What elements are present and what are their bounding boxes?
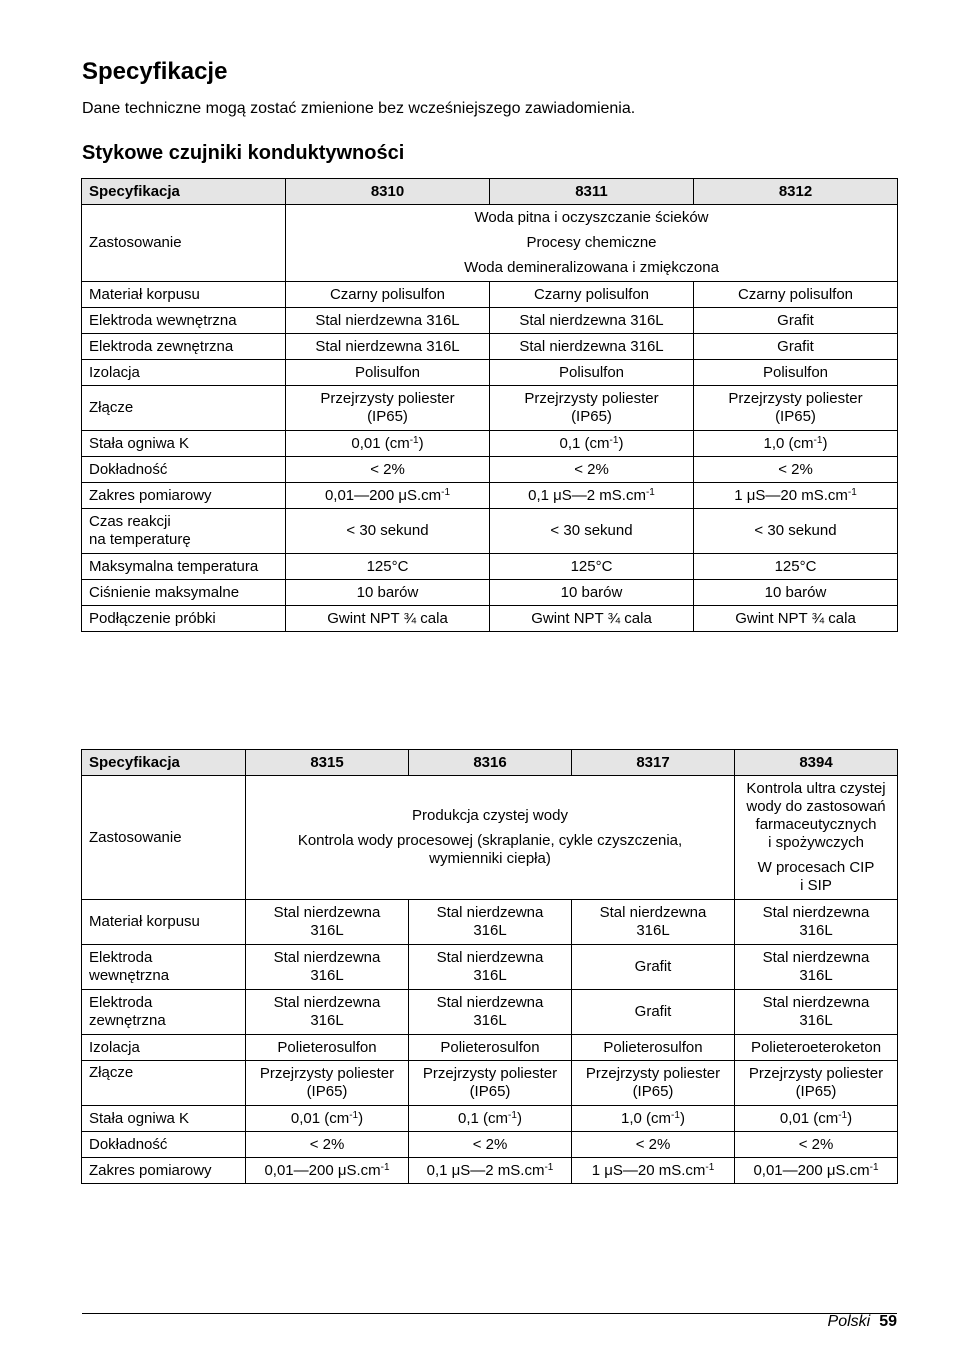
table-row (82, 990, 898, 1035)
superscript: -1 (671, 1109, 680, 1121)
cell-line: Procesy chemiczne (526, 234, 657, 251)
cell-line (742, 859, 890, 895)
row-label: Stała ogniwa K (82, 1106, 246, 1132)
table-cell (246, 900, 409, 945)
table-row (82, 308, 898, 334)
label-line: zewnętrzna (89, 1012, 166, 1029)
row-label: Dokładność (82, 1132, 246, 1158)
cell-suffix: ) (847, 1109, 853, 1127)
header-cell: 8312 (694, 179, 898, 205)
header-cell: 8315 (246, 750, 409, 776)
cell-line: 316L (310, 1012, 344, 1029)
table-cell: < 2% (246, 1132, 409, 1158)
superscript: -1 (409, 434, 419, 446)
table-row (82, 554, 898, 580)
table-cell: Czarny polisulfon (694, 282, 898, 308)
cell-line: Stal nierdzewna (273, 904, 381, 921)
cell-line-part: W procesach CIP (757, 859, 875, 876)
table-cell: Gwint NPT ¾ cala (286, 606, 490, 632)
cell-value: 0,01—200 μS.cm (753, 1161, 870, 1179)
superscript: -1 (813, 434, 823, 446)
table-cell (490, 483, 694, 509)
table-cell: < 30 sekund (286, 509, 490, 554)
row-label: Izolacja (82, 1035, 246, 1061)
table-row (82, 205, 898, 282)
cell-line: Woda pitna i oczyszczanie ścieków (474, 209, 709, 226)
intro-text: Dane techniczne mogą zostać zmienione bez wcześniejszego zawiadomienia. (82, 100, 636, 117)
cell-line-part: Kontrola ultra czystej (746, 780, 886, 797)
table-cell: Gwint NPT ¾ cala (694, 606, 898, 632)
cell-line: Stal nierdzewna (762, 904, 870, 921)
cell-suffix: ) (516, 1109, 522, 1127)
cell-line: 316L (636, 922, 670, 939)
table-row (82, 386, 898, 431)
cell-suffix: ) (679, 1109, 685, 1127)
cell-value: 0,01 (cm (779, 1109, 839, 1127)
cell-line: Przejrzysty poliester (320, 390, 455, 407)
table-cell (572, 1061, 735, 1106)
cell-line: (IP65) (571, 408, 612, 425)
table-cell: Polisulfon (694, 360, 898, 386)
table-cell (246, 776, 735, 900)
cell-suffix: ) (358, 1109, 364, 1127)
cell-line: (IP65) (469, 1083, 511, 1100)
table-row (82, 431, 898, 457)
header-cell: 8310 (286, 179, 490, 205)
row-label (82, 509, 286, 554)
table-cell (572, 1158, 735, 1184)
table-cell (286, 483, 490, 509)
page-footer (828, 1312, 897, 1332)
table-cell (286, 386, 490, 431)
table-cell: < 30 sekund (490, 509, 694, 554)
footer-divider (82, 1313, 897, 1314)
cell-line: (IP65) (367, 408, 408, 425)
table-cell: < 2% (694, 457, 898, 483)
superscript: -1 (349, 1109, 359, 1121)
row-label: Zastosowanie (82, 205, 286, 282)
cell-line: (IP65) (306, 1083, 348, 1100)
table-cell (409, 1061, 572, 1106)
cell-line: (IP65) (775, 408, 816, 425)
table-row (82, 334, 898, 360)
table-cell (490, 431, 694, 457)
cell-line: 316L (473, 967, 507, 984)
table-row (82, 606, 898, 632)
table-cell: < 30 sekund (694, 509, 898, 554)
row-label: Izolacja (82, 360, 286, 386)
table-cell: 125°C (694, 554, 898, 580)
row-label: Materiał korpusu (82, 900, 246, 945)
table-row (82, 483, 898, 509)
table-cell: 10 barów (694, 580, 898, 606)
cell-line: 316L (799, 967, 833, 984)
cell-value: 0,1 (cm (559, 434, 610, 452)
table-cell: Czarny polisulfon (490, 282, 694, 308)
cell-line: Przejrzysty poliester (259, 1065, 395, 1082)
cell-line-part: wymienniki ciepła) (429, 850, 551, 867)
superscript: -1 (441, 486, 451, 498)
table-cell: Polieterosulfon (246, 1035, 409, 1061)
header-cell: 8316 (409, 750, 572, 776)
row-label: Zastosowanie (82, 776, 246, 900)
table-cell (572, 900, 735, 945)
table-row (82, 945, 898, 990)
table-cell (490, 386, 694, 431)
page-number: 59 (879, 1313, 897, 1330)
table-cell: Polisulfon (490, 360, 694, 386)
table-cell (286, 431, 490, 457)
table-cell: Gwint NPT ¾ cala (490, 606, 694, 632)
spec-table-8310-8312 (81, 178, 898, 632)
cell-value: 0,1 μS—2 mS.cm (426, 1161, 545, 1179)
cell-line: Stal nierdzewna (273, 949, 381, 966)
table-cell (694, 431, 898, 457)
row-label: Zakres pomiarowy (82, 1158, 246, 1184)
cell-line: (IP65) (632, 1083, 674, 1100)
table-cell (735, 1061, 898, 1106)
cell-line: Stal nierdzewna (436, 994, 544, 1011)
row-label: Zakres pomiarowy (82, 483, 286, 509)
row-label: Złącze (82, 386, 286, 431)
cell-value: 0,01—200 μS.cm (324, 486, 442, 504)
row-label: Elektroda wewnętrzna (82, 308, 286, 334)
cell-line: 316L (799, 922, 833, 939)
superscript: -1 (508, 1109, 517, 1121)
page-title: Specyfikacje (82, 58, 228, 85)
superscript: -1 (544, 1161, 554, 1173)
table-cell: Grafit (694, 308, 898, 334)
table-row (82, 282, 898, 308)
cell-suffix: ) (618, 434, 624, 452)
cell-line: Przejrzysty poliester (585, 1065, 721, 1082)
cell-line-part: farmaceutycznych (755, 816, 877, 833)
table-row (82, 1132, 898, 1158)
table-cell (735, 1158, 898, 1184)
table-row (82, 360, 898, 386)
row-label: Ciśnienie maksymalne (82, 580, 286, 606)
row-label: Złącze (82, 1061, 246, 1106)
table-cell (735, 945, 898, 990)
header-cell: Specyfikacja (82, 750, 246, 776)
cell-line-part: i spożywczych (768, 834, 864, 851)
table-cell: Grafit (572, 945, 735, 990)
header-cell: Specyfikacja (82, 179, 286, 205)
table-cell: Polisulfon (286, 360, 490, 386)
label-line: Czas reakcji (89, 513, 171, 530)
table-cell (246, 990, 409, 1035)
table-cell: Stal nierdzewna 316L (286, 308, 490, 334)
cell-value: 0,01 (cm (351, 434, 410, 452)
cell-line: (IP65) (795, 1083, 837, 1100)
cell-line: Przejrzysty poliester (524, 390, 659, 407)
cell-line: Przejrzysty poliester (728, 390, 863, 407)
table-cell (694, 483, 898, 509)
table-header-row (82, 750, 898, 776)
table-cell (409, 945, 572, 990)
superscript: -1 (847, 486, 857, 498)
table-cell: Stal nierdzewna 316L (286, 334, 490, 360)
table-cell (694, 386, 898, 431)
table-cell: Czarny polisulfon (286, 282, 490, 308)
table-cell: Grafit (694, 334, 898, 360)
cell-line: Stal nierdzewna (762, 994, 870, 1011)
cell-value: 0,01—200 μS.cm (264, 1161, 381, 1179)
table-cell (246, 1158, 409, 1184)
cell-line-part: Kontrola wody procesowej (skraplanie, cykle czyszczenia, (297, 832, 683, 849)
superscript: -1 (869, 1161, 879, 1173)
cell-value: 0,01 (cm (290, 1109, 350, 1127)
label-line: wewnętrzna (89, 967, 170, 984)
table-row (82, 1061, 898, 1106)
table-cell: Stal nierdzewna 316L (490, 334, 694, 360)
superscript: -1 (609, 434, 619, 446)
table-cell: < 2% (409, 1132, 572, 1158)
table-cell (286, 205, 898, 282)
header-cell: 8394 (735, 750, 898, 776)
row-label: Materiał korpusu (82, 282, 286, 308)
table-cell: 10 barów (286, 580, 490, 606)
row-label: Dokładność (82, 457, 286, 483)
table-cell: < 2% (286, 457, 490, 483)
cell-line-part: i SIP (800, 877, 832, 894)
superscript: -1 (645, 486, 655, 498)
footer-language: Polski (827, 1313, 871, 1330)
table-cell (572, 1106, 735, 1132)
table-cell (409, 900, 572, 945)
cell-line: Woda demineralizowana i zmiękczona (464, 259, 719, 276)
table-cell (409, 1158, 572, 1184)
table-cell: 10 barów (490, 580, 694, 606)
table-cell (409, 990, 572, 1035)
table-cell: Polieteroeteroketon (735, 1035, 898, 1061)
cell-line: Stal nierdzewna (436, 904, 544, 921)
label-line: Elektroda (89, 949, 153, 966)
header-cell: 8311 (490, 179, 694, 205)
table-cell (409, 1106, 572, 1132)
label-line: na temperaturę (89, 531, 191, 548)
cell-value: 0,1 (cm (458, 1109, 509, 1127)
table-cell (246, 945, 409, 990)
cell-line: 316L (310, 922, 344, 939)
cell-line: Produkcja czystej wody (412, 807, 568, 824)
table-cell: 125°C (286, 554, 490, 580)
superscript: -1 (380, 1161, 390, 1173)
superscript: -1 (705, 1161, 715, 1173)
header-cell: 8317 (572, 750, 735, 776)
table-cell (735, 1106, 898, 1132)
table-header-row (82, 179, 898, 205)
cell-line-part: wody do zastosowań (746, 798, 886, 815)
cell-line: 316L (799, 1012, 833, 1029)
row-label: Elektroda zewnętrzna (82, 334, 286, 360)
table-cell (246, 1106, 409, 1132)
table-row (82, 900, 898, 945)
table-cell: < 2% (572, 1132, 735, 1158)
table-row (82, 1158, 898, 1184)
table-row (82, 580, 898, 606)
table-cell: 125°C (490, 554, 694, 580)
cell-line: Stal nierdzewna (436, 949, 544, 966)
cell-suffix: ) (418, 434, 424, 452)
cell-suffix: ) (822, 434, 828, 452)
row-label (82, 990, 246, 1035)
table-cell (246, 1061, 409, 1106)
cell-value: 0,1 μS—2 mS.cm (528, 486, 646, 504)
cell-value: 1 μS—20 mS.cm (734, 486, 848, 504)
row-label (82, 945, 246, 990)
row-label: Podłączenie próbki (82, 606, 286, 632)
cell-line: Stal nierdzewna (762, 949, 870, 966)
table-row (82, 509, 898, 554)
cell-line: Stal nierdzewna (273, 994, 381, 1011)
cell-line: Przejrzysty poliester (748, 1065, 884, 1082)
table-cell (735, 900, 898, 945)
label-line: Elektroda (89, 994, 153, 1011)
cell-value: 1 μS—20 mS.cm (591, 1161, 706, 1179)
cell-line: Stal nierdzewna (599, 904, 707, 921)
cell-line: Przejrzysty poliester (422, 1065, 558, 1082)
cell-line (253, 832, 727, 868)
table-cell: Polieterosulfon (409, 1035, 572, 1061)
table-cell: < 2% (490, 457, 694, 483)
table-cell: < 2% (735, 1132, 898, 1158)
table-cell: Polieterosulfon (572, 1035, 735, 1061)
row-label: Maksymalna temperatura (82, 554, 286, 580)
table-row (82, 457, 898, 483)
table-row (82, 776, 898, 900)
superscript: -1 (838, 1109, 848, 1121)
table-row (82, 1106, 898, 1132)
row-label: Stała ogniwa K (82, 431, 286, 457)
cell-line: 316L (310, 967, 344, 984)
table-row (82, 1035, 898, 1061)
table-cell (735, 990, 898, 1035)
section-title: Stykowe czujniki konduktywności (82, 142, 405, 164)
cell-line: 316L (473, 1012, 507, 1029)
spec-table-8315-8394 (81, 749, 898, 1184)
cell-value: 1,0 (cm (763, 434, 814, 452)
table-cell: Stal nierdzewna 316L (490, 308, 694, 334)
cell-line: 316L (473, 922, 507, 939)
cell-value: 1,0 (cm (621, 1109, 672, 1127)
cell-line (742, 780, 890, 852)
table-cell (735, 776, 898, 900)
table-cell: Grafit (572, 990, 735, 1035)
